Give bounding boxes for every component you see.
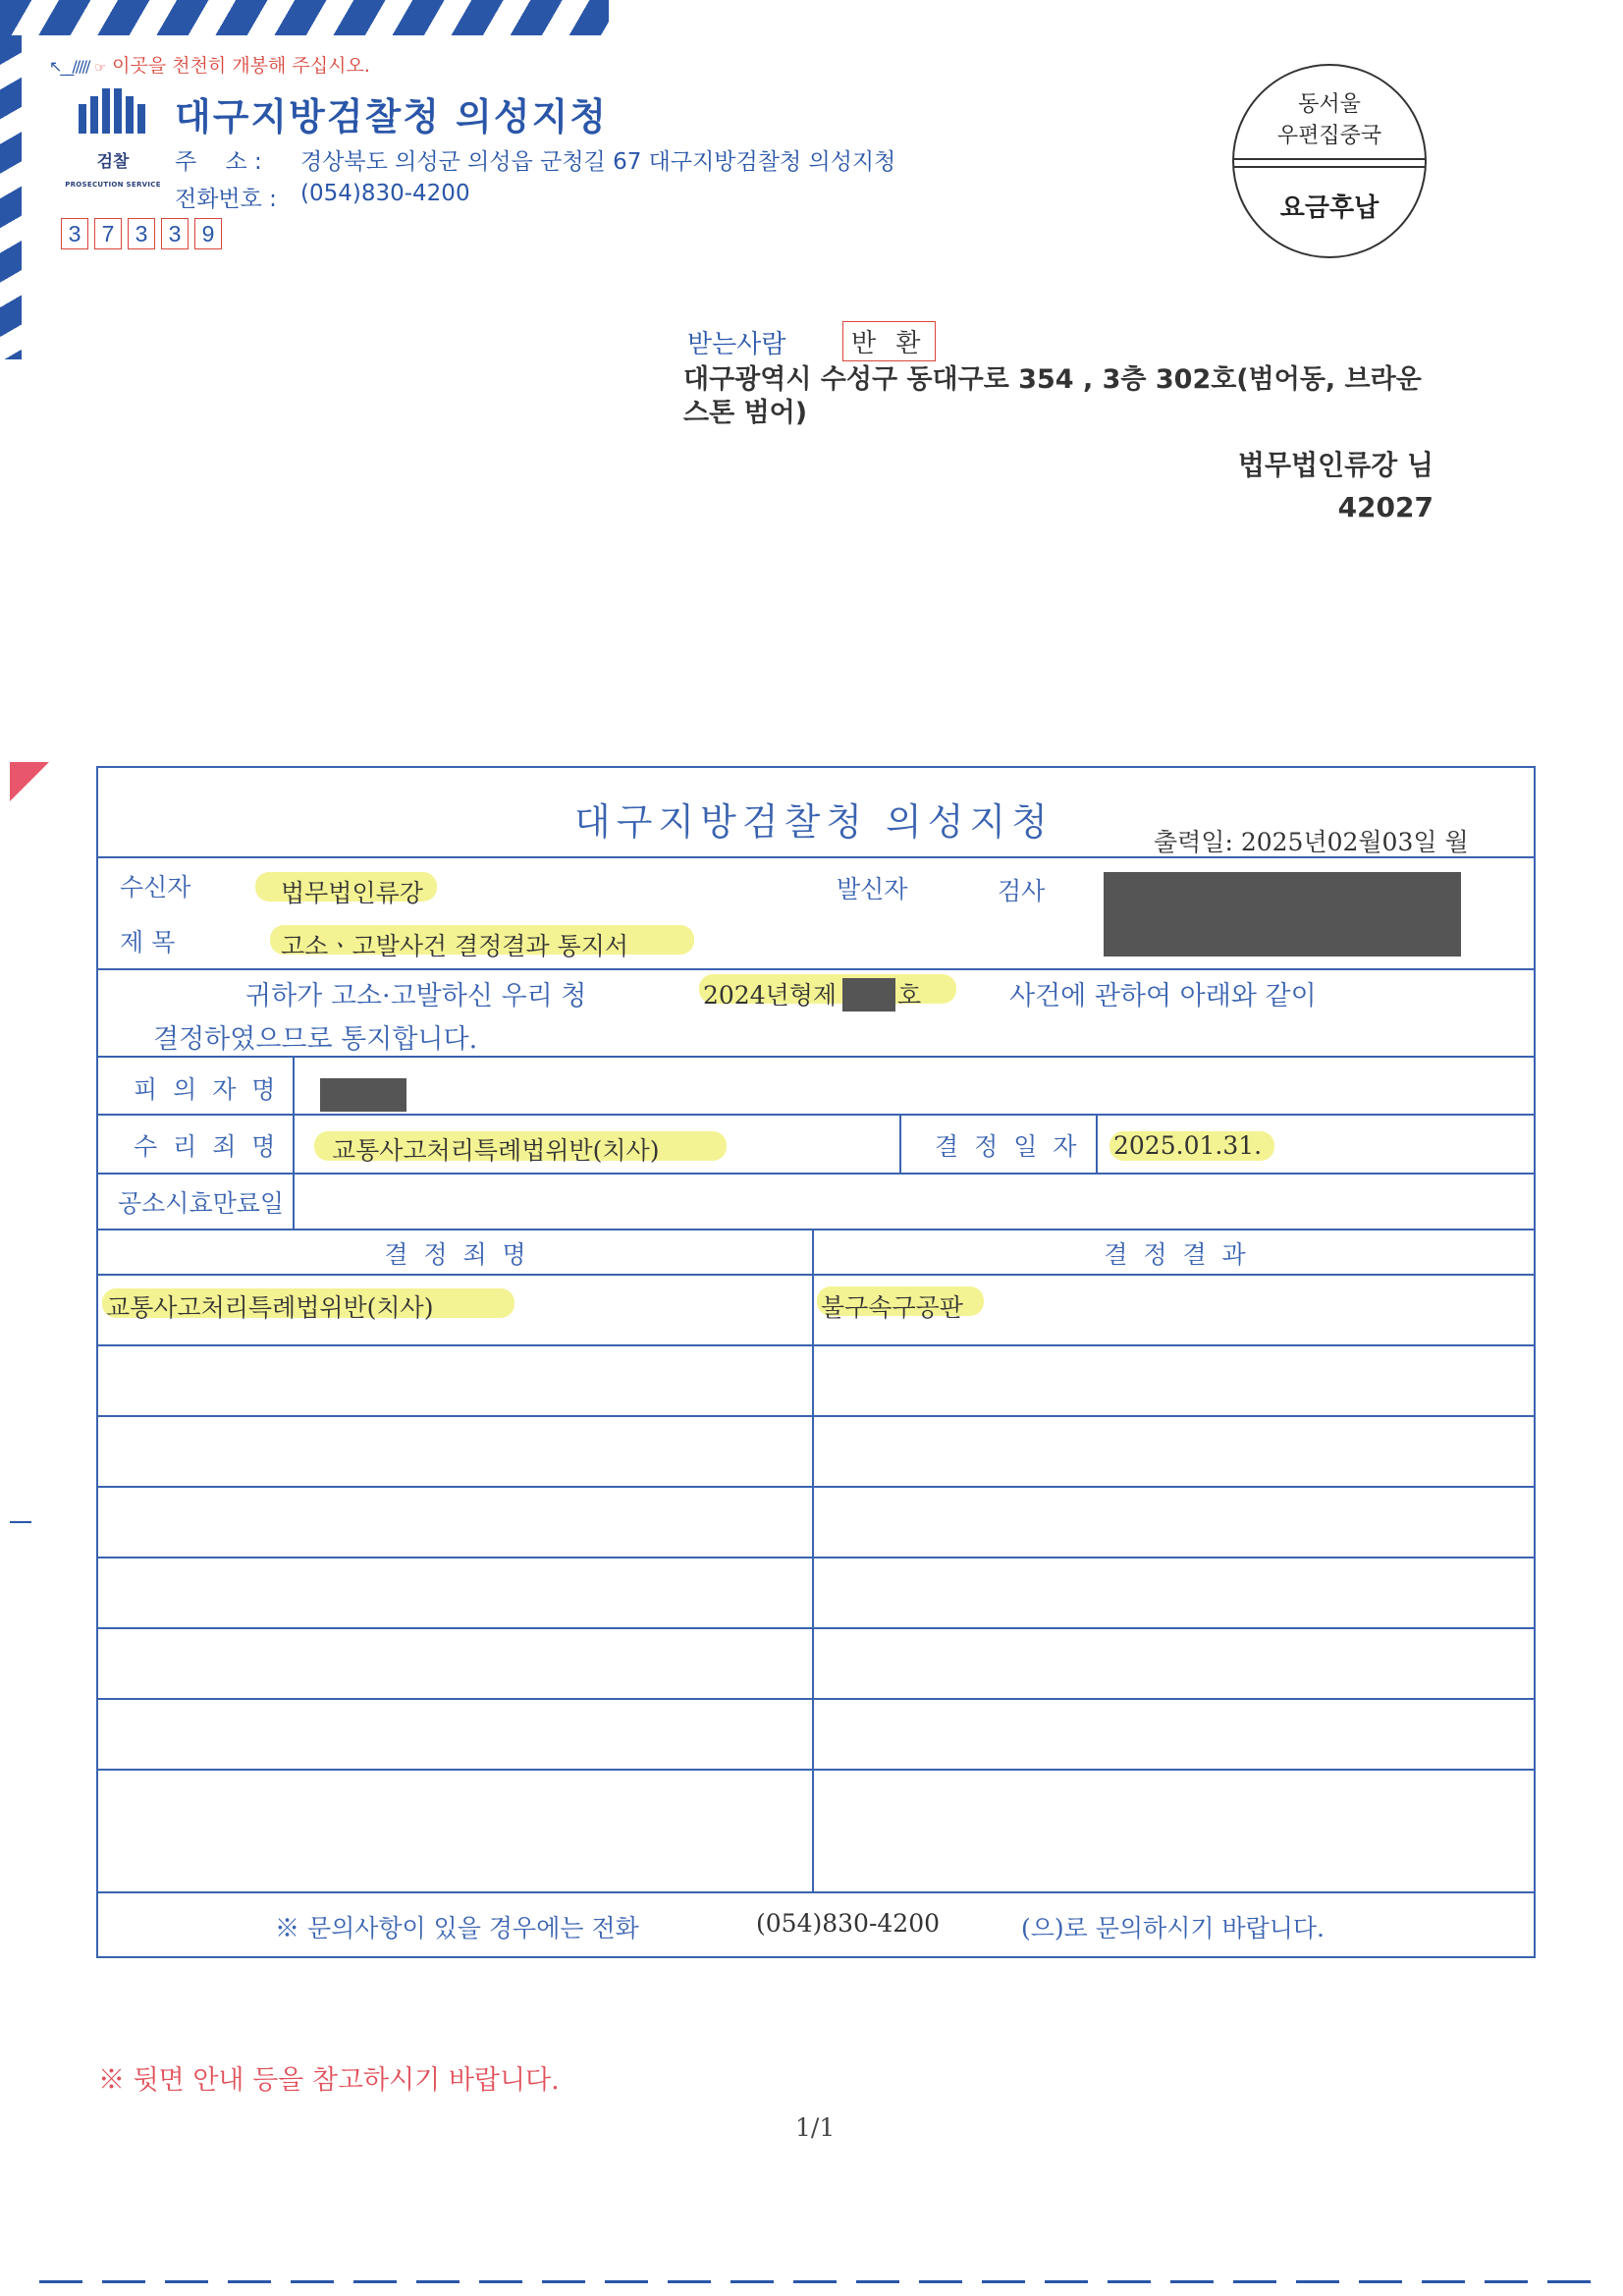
recipient-address: 대구광역시 수성구 동대구로 354 , 3층 302호(범어동, 브라운스톤 범어) (683, 364, 1422, 428)
hand-icon: ☞ (94, 61, 107, 76)
phone-value: (054)830-4200 (300, 181, 470, 206)
recipient-label: 받는사람 (687, 330, 786, 359)
charge-value: 교통사고처리특례법위반(치사) (332, 1136, 660, 1165)
table-row-divider (98, 1698, 1534, 1700)
redacted-prosecutor-name (1104, 872, 1461, 957)
bottom-perforation (39, 2280, 1610, 2283)
recipient-label: 수신자 (120, 873, 191, 902)
decision-notice-form (96, 766, 1536, 1958)
logo-caption: 검찰 PROSECUTION SERVICE (65, 152, 161, 189)
notice-title: 대구지방검찰청 의성지청 (574, 800, 1054, 844)
decision-result-header: 결 정 결 과 (1104, 1240, 1246, 1269)
decision-date-value: 2025.01.31. (1113, 1131, 1263, 1160)
back-side-notice: ※ 뒷면 안내 등을 참고하시기 바랍니다. (98, 2065, 560, 2096)
corner-mark (10, 762, 49, 801)
print-date: 출력일: 2025년02월03일 월 (1154, 828, 1469, 856)
body-text-line2: 결정하였으므로 통지합니다. (153, 1024, 478, 1055)
redacted-suspect-name (320, 1078, 406, 1112)
sender-zip-boxes (61, 218, 222, 249)
zip-digit: 3 (161, 218, 189, 249)
inquiry-text-part2: (으)로 문의하시기 바랍니다. (1021, 1914, 1325, 1942)
sender-office: 대구지방검찰청 의성지청 (175, 95, 609, 138)
table-row-divider (98, 1557, 1534, 1558)
decision-charge-header: 결 정 죄 명 (384, 1240, 526, 1269)
fold-mark (10, 1521, 31, 1523)
table-row-divider (98, 1769, 1534, 1771)
sender-label: 발신자 (837, 875, 908, 903)
zip-digit: 9 (194, 218, 222, 249)
table-row-divider (98, 1344, 1534, 1346)
decision-charge-cell: 교통사고처리특례법위반(치사) (106, 1293, 434, 1322)
page-number: 1/1 (795, 2113, 836, 2142)
address-label: 주 소 : (175, 149, 262, 175)
charge-label: 수 리 죄 명 (134, 1132, 280, 1161)
recipient-name: 법무법인류강 님 (1237, 449, 1434, 481)
inquiry-phone: (054)830-4200 (756, 1909, 941, 1938)
table-row-divider (98, 1486, 1534, 1488)
envelope-stripe-left (0, 35, 22, 359)
body-text-part1: 귀하가 고소·고발하신 우리 청 (245, 981, 587, 1011)
suspect-label: 피 의 자 명 (134, 1075, 280, 1104)
subject-value: 고소ㆍ고발사건 결정결과 통지서 (281, 932, 628, 960)
table-row-divider (98, 1627, 1534, 1629)
return-mark: 반 환 (842, 321, 936, 361)
sender-value: 검사 (998, 877, 1046, 905)
prosecution-logo (79, 88, 149, 134)
phone-label: 전화번호 : (175, 187, 277, 212)
case-number-suffix: 호 (897, 981, 922, 1010)
redacted-case-number (842, 978, 895, 1011)
inquiry-text-part1: ※ 문의사항이 있을 경우에는 전화 (275, 1914, 639, 1942)
table-row-divider (98, 1415, 1534, 1417)
zip-digit: 7 (94, 218, 122, 249)
decision-date-label: 결 정 일 자 (935, 1132, 1081, 1161)
arrow-icon: ↖__///// (49, 57, 89, 76)
case-number-prefix: 2024년형제 (703, 981, 838, 1010)
recipient-zip: 42027 (1337, 491, 1434, 523)
address-value: 경상북도 의성군 의성읍 군청길 67 대구지방검찰청 의성지청 (300, 149, 896, 175)
postage-stamp: 동서울 우편집중국 요금후납 (1232, 64, 1427, 258)
envelope-stripe-top (0, 0, 609, 35)
zip-digit: 3 (128, 218, 155, 249)
recipient-value: 법무법인류강 (281, 879, 423, 907)
body-text-part2: 사건에 관하여 아래와 같이 (1009, 981, 1317, 1011)
table-row-divider (98, 1891, 1534, 1893)
statute-expiry-label: 공소시효만료일 (118, 1189, 285, 1218)
zip-digit: 3 (61, 218, 88, 249)
decision-result-cell: 불구속구공판 (821, 1293, 963, 1322)
subject-label: 제 목 (120, 928, 176, 957)
open-instruction: ↖__///// ☞ 이곳을 천천히 개봉해 주십시오. (49, 55, 370, 77)
